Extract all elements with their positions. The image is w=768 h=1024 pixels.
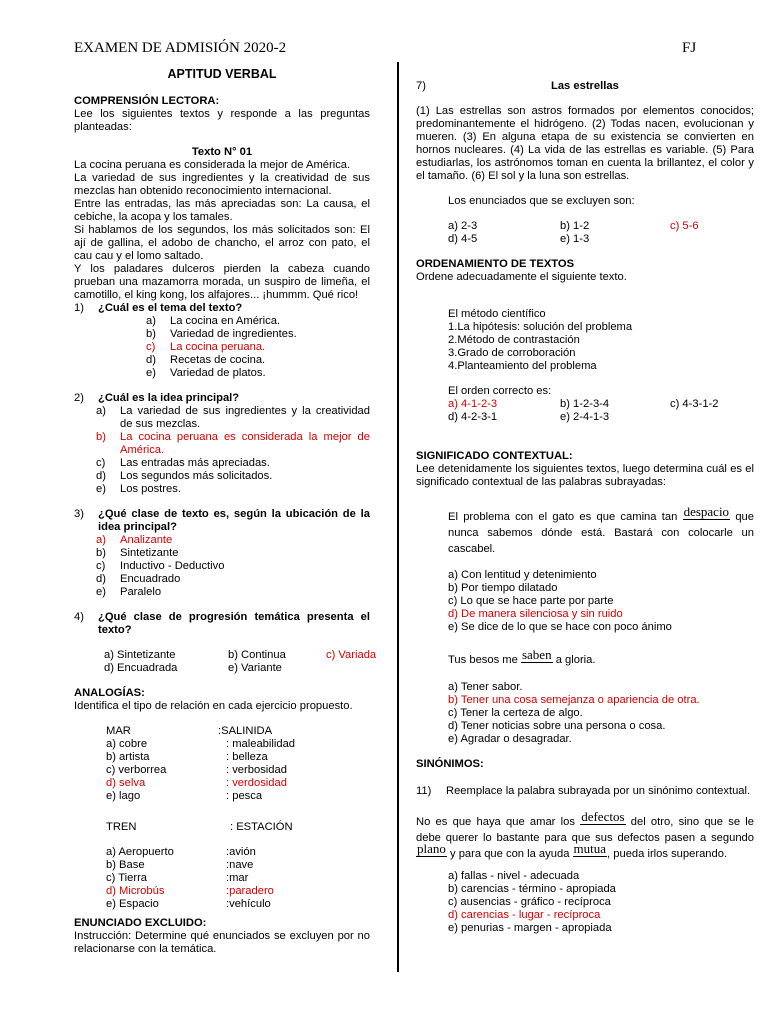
option-correct: c) La cocina peruana.: [146, 341, 266, 353]
analogy-head: : ESTACIÓN: [230, 821, 293, 833]
comp-instruction: Lee los siguientes textos y responde a las preguntas planteadas:: [74, 108, 370, 133]
option-correct: d) carencias - lugar - recíproca: [448, 909, 601, 921]
option: e) Los postres.: [96, 483, 181, 495]
section-title: APTITUD VERBAL: [167, 67, 277, 81]
underlined-word: despacio: [683, 504, 730, 519]
option: d) Encuadrada: [104, 662, 178, 674]
analogy-option: e) Espacio: [106, 898, 159, 910]
left-column: [74, 67, 377, 956]
q7-prompt: Los enunciados que se excluyen son:: [448, 195, 635, 207]
option: b) Variedad de ingredientes.: [146, 328, 297, 340]
analogy-head: :SALINIDA: [218, 725, 273, 737]
option: e) Agradar o desagradar.: [448, 733, 572, 745]
option: d) Los segundos más solicitados.: [96, 470, 273, 482]
option: b) carencias - término - apropiada: [448, 883, 616, 895]
sin-heading: SINÓNIMOS:: [416, 758, 484, 770]
option: e) 2-4-1-3: [560, 411, 610, 423]
question-text: ¿Qué clase de texto es, según la ubicación de la idea principal?: [98, 508, 370, 533]
question-3: [74, 508, 370, 534]
analogy-relation: : belleza: [226, 751, 268, 763]
analogy-2: [74, 821, 370, 911]
analogy-option-correct: d) Microbús: [106, 885, 165, 897]
option: d) Tener noticias sobre una persona o cosa.: [448, 720, 666, 732]
question-text: ¿Cuál es el tema del texto?: [98, 302, 243, 314]
option-correct: d) De manera silenciosa y sin ruido: [448, 608, 623, 620]
analogy-relation: : verbosidad: [226, 764, 287, 776]
option: c) Tener la certeza de algo.: [448, 707, 583, 719]
option: d) 4-2-3-1: [448, 411, 498, 423]
option-correct: a) 4-1-2-3: [448, 398, 498, 410]
sig-instruction: Lee detenidamente los siguientes textos, luego determina cuál es el significado contextual de las palabras subrayadas:: [416, 463, 754, 488]
orden-heading: ORDENAMIENTO DE TEXTOS: [416, 258, 575, 270]
option: b) Por tiempo dilatado: [448, 582, 558, 594]
analogy-option: a) Aeropuerto: [106, 846, 174, 858]
analogy-relation: :vehículo: [226, 898, 271, 910]
option: c) 4-3-1-2: [670, 398, 719, 410]
paragraph: Entre las entradas, las más apreciadas son: La causa, el cebiche, la acopa y los tamales.: [74, 198, 370, 223]
right-column: [416, 80, 754, 935]
question-number: 7): [416, 80, 426, 92]
option: a) Tener sabor.: [448, 681, 523, 693]
column-divider: [397, 62, 399, 972]
exam-code: FJ: [682, 40, 697, 56]
sin-sentence: No es que haya que amar los defectos del otro, sino que se le debe querer lo bastante para que sus defectos pasen a segundo plano y para que con la ayuda mutua, pueda irlos superando.: [416, 809, 755, 860]
analogy-relation: : pesca: [226, 790, 263, 802]
sig1-sentence: El problema con el gato es que camina tan despacio que nunca sabemos dónde está. Bastará con colocarle un cascabel.: [448, 504, 754, 555]
orden-instruction: Ordene adecuadamente el siguiente texto.: [416, 271, 627, 283]
underlined-word: mutua: [573, 841, 607, 856]
sin-options: [416, 870, 754, 935]
option: b) Sintetizante: [96, 547, 179, 559]
analogy-option: c) verborrea: [106, 764, 167, 776]
question-text: ¿Qué clase de progresión temática presenta el texto?: [98, 611, 370, 636]
analog-instruction: Identifica el tipo de relación en cada ejercicio propuesto.: [74, 700, 353, 712]
option: e) Paralelo: [96, 586, 162, 598]
option: d) Encuadrado: [96, 573, 181, 585]
option: b) 1-2-3-4: [560, 398, 610, 410]
q7-text: (1) Las estrellas son astros formados por elementos conocidos; predominantemente el hidrógeno. (2) Todas nacen, evolucionan y mueren. (3) En alguna etapa de su existencia se convierten en hornos nucleares. (4) La vida de las estrellas es variable. (5) Para estudiarlas, los astrónomos toman en cuenta la brillantez, el color y el tamaño. (6) El sol y la luna son estrellas.: [416, 105, 754, 182]
question-number: 2): [74, 392, 84, 404]
excl-instruction: Instrucción: Determine qué enunciados se excluyen por no relacionarse con la temática.: [74, 930, 370, 955]
analogy-option: c) Tierra: [106, 872, 148, 884]
q7-options: [416, 220, 754, 246]
q2-options: [74, 405, 370, 496]
option: a) Sintetizante: [104, 649, 176, 661]
analogy-option: b) artista: [106, 751, 150, 763]
option: e) penurias - margen - apropiada: [448, 922, 612, 934]
question-text: ¿Cuál es la idea principal?: [98, 392, 240, 404]
option: e) Variedad de platos.: [146, 367, 266, 379]
excl-heading: ENUNCIADO EXCLUIDO:: [74, 917, 207, 929]
option-correct: a) Analizante: [96, 534, 173, 546]
comp-heading: COMPRENSIÓN LECTORA:: [74, 95, 220, 107]
analogy-option: b) Base: [106, 859, 145, 871]
sig1-options: [416, 569, 754, 634]
question-2: [74, 392, 370, 405]
underlined-word: plano: [417, 841, 446, 856]
analogy-option: a) cobre: [106, 738, 148, 750]
orden-item: 1.La hipótesis: solución del problema: [448, 321, 633, 333]
analogy-relation-correct: :paradero: [226, 885, 274, 897]
question-4: [74, 611, 370, 637]
orden-items: [416, 321, 754, 373]
option: b) 1-2: [560, 220, 590, 232]
question-7: [416, 80, 754, 93]
analogy-relation: :nave: [226, 859, 254, 871]
underlined-word: saben: [521, 647, 552, 662]
question-number: 11): [416, 785, 432, 797]
question-11: [416, 785, 754, 798]
option: a) La variedad de sus ingredientes y la creatividad de sus mezclas.: [96, 405, 370, 430]
analogy-relation: :avión: [226, 846, 256, 858]
option: c) ausencias - gráfico - recíproca: [448, 896, 611, 908]
orden-item: 2.Método de contrastación: [448, 334, 580, 346]
analogy-relation: : maleabilidad: [226, 738, 296, 750]
analog-heading: ANALOGÍAS:: [74, 687, 145, 699]
option: d) 4-5: [448, 233, 478, 245]
analogy-option: e) lago: [106, 790, 141, 802]
option: e) Se dice de lo que se hace con poco ánimo: [448, 621, 672, 633]
paragraph: La variedad de sus ingredientes y la creatividad de sus mezclas han obtenido reconocimiento internacional.: [74, 172, 370, 197]
q3-options: [74, 534, 370, 599]
exam-title: EXAMEN DE ADMISIÓN 2020-2: [74, 40, 287, 56]
q4-options: [74, 649, 377, 675]
option-correct: b) La cocina peruana es considerada la mejor de América.: [96, 431, 370, 456]
analogy-head: TREN: [106, 821, 137, 833]
analogy-option-correct: d) selva: [106, 777, 146, 789]
analogy-relation-correct: : verdosidad: [226, 777, 287, 789]
option-correct: b) Tener una cosa semejanza o apariencia de otra.: [448, 694, 700, 706]
option: c) Lo que se hace parte por parte: [448, 595, 614, 607]
option: c) Inductivo - Deductivo: [96, 560, 225, 572]
sig2-sentence: Tus besos me saben a gloria.: [448, 647, 596, 666]
orden-title: El método científico: [448, 308, 546, 320]
underlined-word: defectos: [581, 809, 625, 824]
orden-item: 4.Planteamiento del problema: [448, 360, 597, 372]
q1-options: [74, 315, 370, 380]
option: d) Recetas de cocina.: [146, 354, 266, 366]
analogy-relation: :mar: [226, 872, 249, 884]
question-number: 3): [74, 508, 84, 520]
sig-heading: SIGNIFICADO CONTEXTUAL:: [416, 450, 573, 462]
option: a) fallas - nivel - adecuada: [448, 870, 580, 882]
option: c) Las entradas más apreciadas.: [96, 457, 270, 469]
option: e) Variante: [228, 662, 282, 674]
option: e) 1-3: [560, 233, 590, 245]
paragraph: La cocina peruana es considerada la mejor de América.: [74, 159, 351, 171]
analogy-head: MAR: [106, 725, 131, 737]
option: a) 2-3: [448, 220, 478, 232]
analogy-1: [74, 725, 370, 803]
paragraph: Y los paladares dulceros pierden la cabeza cuando prueban una mazamorra morada, un suspiro de limeña, el camotillo, el king kong, los alfajores... ¡hummm. Qué rico!: [74, 263, 370, 301]
text-title: Texto N° 01: [191, 146, 253, 158]
sig2-options: [416, 681, 754, 746]
orden-options: [416, 398, 754, 424]
paragraph: Si hablamos de los segundos, los más solicitados son: El ají de gallina, el adobo de chancho, el arroz con pato, el cau cau y el lomo saltado.: [74, 224, 370, 262]
option-correct: c) 5-6: [670, 220, 699, 232]
q7-title: Las estrellas: [551, 80, 619, 92]
question-number: 4): [74, 611, 84, 623]
question-number: 1): [74, 302, 84, 314]
option: b) Continua: [228, 649, 286, 661]
question-text: Reemplace la palabra subrayada por un sinónimo contextual.: [446, 785, 751, 797]
orden-prompt: El orden correcto es:: [448, 385, 552, 397]
option: a) Con lentitud y detenimiento: [448, 569, 597, 581]
option-correct: c) Variada: [326, 649, 377, 661]
question-1: [74, 302, 370, 315]
option: a) La cocina en América.: [146, 315, 281, 327]
orden-item: 3.Grado de corroboración: [448, 347, 576, 359]
